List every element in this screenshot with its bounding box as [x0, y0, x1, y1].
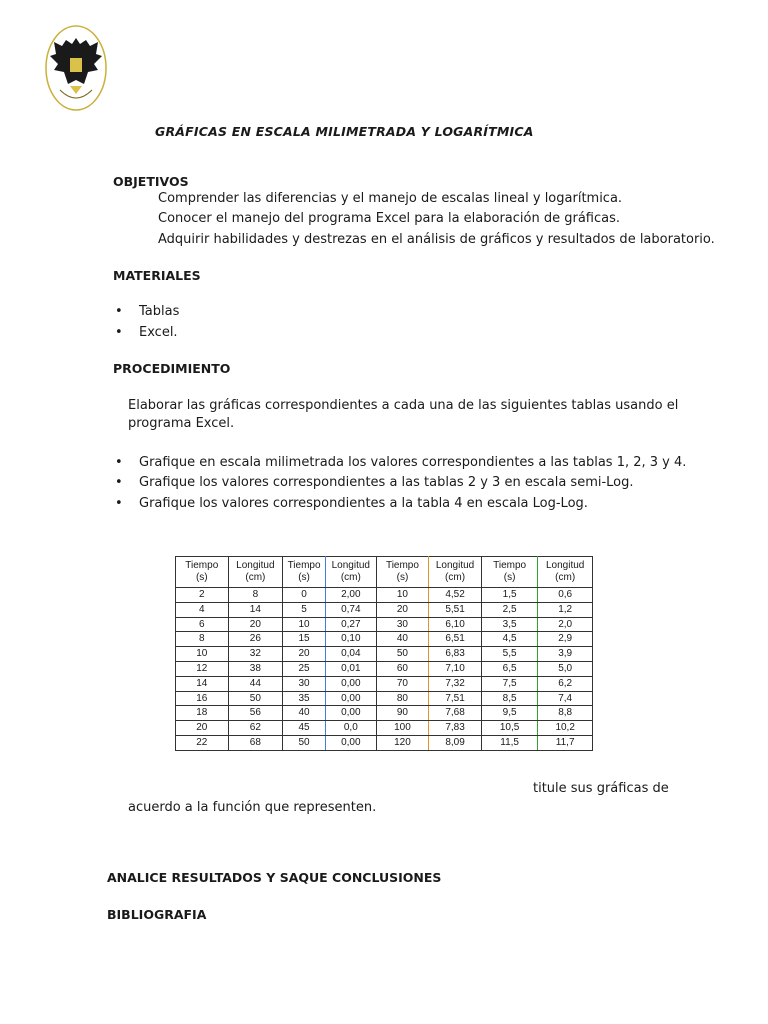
procedimiento-item: • Grafique en escala milimetrada los valores correspondientes a las tablas 1, 2, 3 y 4.	[115, 455, 687, 470]
procedimiento-intro: programa Excel.	[128, 416, 235, 431]
material-item: • Tablas	[115, 304, 180, 319]
data-table	[175, 556, 593, 751]
table-cell: 4	[176, 602, 229, 617]
table-cell: 14	[176, 676, 229, 691]
column-header: Tiempo (s)	[176, 557, 229, 588]
table-cell: 56	[228, 706, 283, 721]
table-cell: 0,00	[325, 735, 376, 750]
table-cell: 10,5	[481, 721, 537, 736]
note-text: acuerdo a la función que representen.	[128, 800, 377, 815]
table-cell: 5	[283, 602, 326, 617]
table-cell: 7,68	[429, 706, 482, 721]
bullet-icon: •	[115, 325, 123, 340]
table-cell: 120	[376, 735, 429, 750]
table-cell: 6,2	[538, 676, 593, 691]
table-cell: 6,10	[429, 617, 482, 632]
table-row	[176, 588, 593, 603]
table-cell: 44	[228, 676, 283, 691]
bullet-icon: •	[115, 455, 123, 470]
table-cell: 18	[176, 706, 229, 721]
table-cell: 26	[228, 632, 283, 647]
table-cell: 40	[283, 706, 326, 721]
table-cell: 15	[283, 632, 326, 647]
table-cell: 6,5	[481, 661, 537, 676]
table-cell: 8,5	[481, 691, 537, 706]
bullet-icon: •	[115, 304, 123, 319]
table-cell: 100	[376, 721, 429, 736]
table-cell: 6,83	[429, 647, 482, 662]
table-cell: 5,51	[429, 602, 482, 617]
table-cell: 0,00	[325, 691, 376, 706]
table-cell: 0,10	[325, 632, 376, 647]
column-header: Tiempo (s)	[376, 557, 429, 588]
table-cell: 62	[228, 721, 283, 736]
table-row	[176, 602, 593, 617]
bibliografia-heading: BIBLIOGRAFIA	[107, 907, 207, 922]
table-cell: 16	[176, 691, 229, 706]
table-cell: 1,2	[538, 602, 593, 617]
procedimiento-item: • Grafique los valores correspondientes a las tablas 2 y 3 en escala semi-Log.	[115, 475, 634, 490]
table-cell: 50	[376, 647, 429, 662]
table-cell: 20	[228, 617, 283, 632]
table-cell: 60	[376, 661, 429, 676]
table-cell: 12	[176, 661, 229, 676]
analice-heading: ANALICE RESULTADOS Y SAQUE CONCLUSIONES	[107, 870, 442, 885]
material-item: • Excel.	[115, 325, 178, 340]
table-cell: 10	[376, 588, 429, 603]
table-cell: 22	[176, 735, 229, 750]
table-cell: 14	[228, 602, 283, 617]
materiales-heading: MATERIALES	[113, 268, 201, 283]
table-cell: 6	[176, 617, 229, 632]
note-text: titule sus gráficas de	[533, 781, 669, 796]
table-cell: 25	[283, 661, 326, 676]
column-header: Tiempo (s)	[481, 557, 537, 588]
procedimiento-item: • Grafique los valores correspondientes a la tabla 4 en escala Log-Log.	[115, 496, 588, 511]
procedimiento-heading: PROCEDIMIENTO	[113, 361, 231, 376]
column-header: Longitud (cm)	[228, 557, 283, 588]
table-header-row	[176, 557, 593, 588]
eagle-crest-icon	[44, 24, 108, 112]
table-cell: 2,5	[481, 602, 537, 617]
table-body	[176, 588, 593, 751]
table-cell: 50	[228, 691, 283, 706]
table-cell: 4,5	[481, 632, 537, 647]
bullet-icon: •	[115, 496, 123, 511]
table-cell: 0,00	[325, 676, 376, 691]
objetivo-item: Adquirir habilidades y destrezas en el análisis de gráficos y resultados de laboratorio.	[158, 232, 715, 247]
table-cell: 2,9	[538, 632, 593, 647]
table-row	[176, 632, 593, 647]
column-header: Longitud (cm)	[538, 557, 593, 588]
table-cell: 0,6	[538, 588, 593, 603]
table-cell: 9,5	[481, 706, 537, 721]
table-cell: 50	[283, 735, 326, 750]
table-cell: 11,7	[538, 735, 593, 750]
table-cell: 32	[228, 647, 283, 662]
objetivo-item: Comprender las diferencias y el manejo de escalas lineal y logarítmica.	[158, 191, 623, 206]
table-row	[176, 647, 593, 662]
table-cell: 8,09	[429, 735, 482, 750]
table-cell: 7,4	[538, 691, 593, 706]
table-cell: 11,5	[481, 735, 537, 750]
table-cell: 10	[283, 617, 326, 632]
table-cell: 0,04	[325, 647, 376, 662]
table-cell: 10,2	[538, 721, 593, 736]
table-cell: 5,5	[481, 647, 537, 662]
table-cell: 10	[176, 647, 229, 662]
table-cell: 8,8	[538, 706, 593, 721]
table-cell: 45	[283, 721, 326, 736]
column-header: Longitud (cm)	[429, 557, 482, 588]
table-cell: 68	[228, 735, 283, 750]
table-cell: 2,00	[325, 588, 376, 603]
table-cell: 2	[176, 588, 229, 603]
table-row	[176, 676, 593, 691]
table-cell: 5,0	[538, 661, 593, 676]
table-cell: 4,52	[429, 588, 482, 603]
column-header: Longitud (cm)	[325, 557, 376, 588]
table-cell: 7,51	[429, 691, 482, 706]
table-row	[176, 661, 593, 676]
table-cell: 0,00	[325, 706, 376, 721]
table-cell: 0,0	[325, 721, 376, 736]
procedimiento-intro: Elaborar las gráficas correspondientes a cada una de las siguientes tablas usando el	[128, 398, 679, 413]
table-cell: 20	[176, 721, 229, 736]
table-cell: 0,74	[325, 602, 376, 617]
table-row	[176, 735, 593, 750]
table-cell: 0,01	[325, 661, 376, 676]
table-cell: 30	[376, 617, 429, 632]
table-cell: 20	[376, 602, 429, 617]
table-cell: 8	[176, 632, 229, 647]
table-cell: 2,0	[538, 617, 593, 632]
document-title: GRÁFICAS EN ESCALA MILIMETRADA Y LOGARÍTMICA	[155, 124, 534, 139]
table-cell: 7,10	[429, 661, 482, 676]
table-cell: 38	[228, 661, 283, 676]
table-row	[176, 617, 593, 632]
table-cell: 35	[283, 691, 326, 706]
university-crest-logo	[44, 24, 108, 112]
table-cell: 90	[376, 706, 429, 721]
table-cell: 0,27	[325, 617, 376, 632]
table-cell: 1,5	[481, 588, 537, 603]
table-cell: 40	[376, 632, 429, 647]
table-cell: 0	[283, 588, 326, 603]
table-cell: 6,51	[429, 632, 482, 647]
objetivo-item: Conocer el manejo del programa Excel para la elaboración de gráficas.	[158, 211, 621, 226]
column-header: Tiempo (s)	[283, 557, 326, 588]
table-cell: 8	[228, 588, 283, 603]
table-row	[176, 706, 593, 721]
table-cell: 3,9	[538, 647, 593, 662]
table-cell: 3,5	[481, 617, 537, 632]
table-cell: 20	[283, 647, 326, 662]
bullet-icon: •	[115, 475, 123, 490]
table-row	[176, 721, 593, 736]
table-cell: 80	[376, 691, 429, 706]
table-row	[176, 691, 593, 706]
table-cell: 7,32	[429, 676, 482, 691]
table-cell: 30	[283, 676, 326, 691]
table-cell: 7,5	[481, 676, 537, 691]
objetivos-heading: OBJETIVOS	[113, 174, 189, 189]
table-cell: 7,83	[429, 721, 482, 736]
table-cell: 70	[376, 676, 429, 691]
